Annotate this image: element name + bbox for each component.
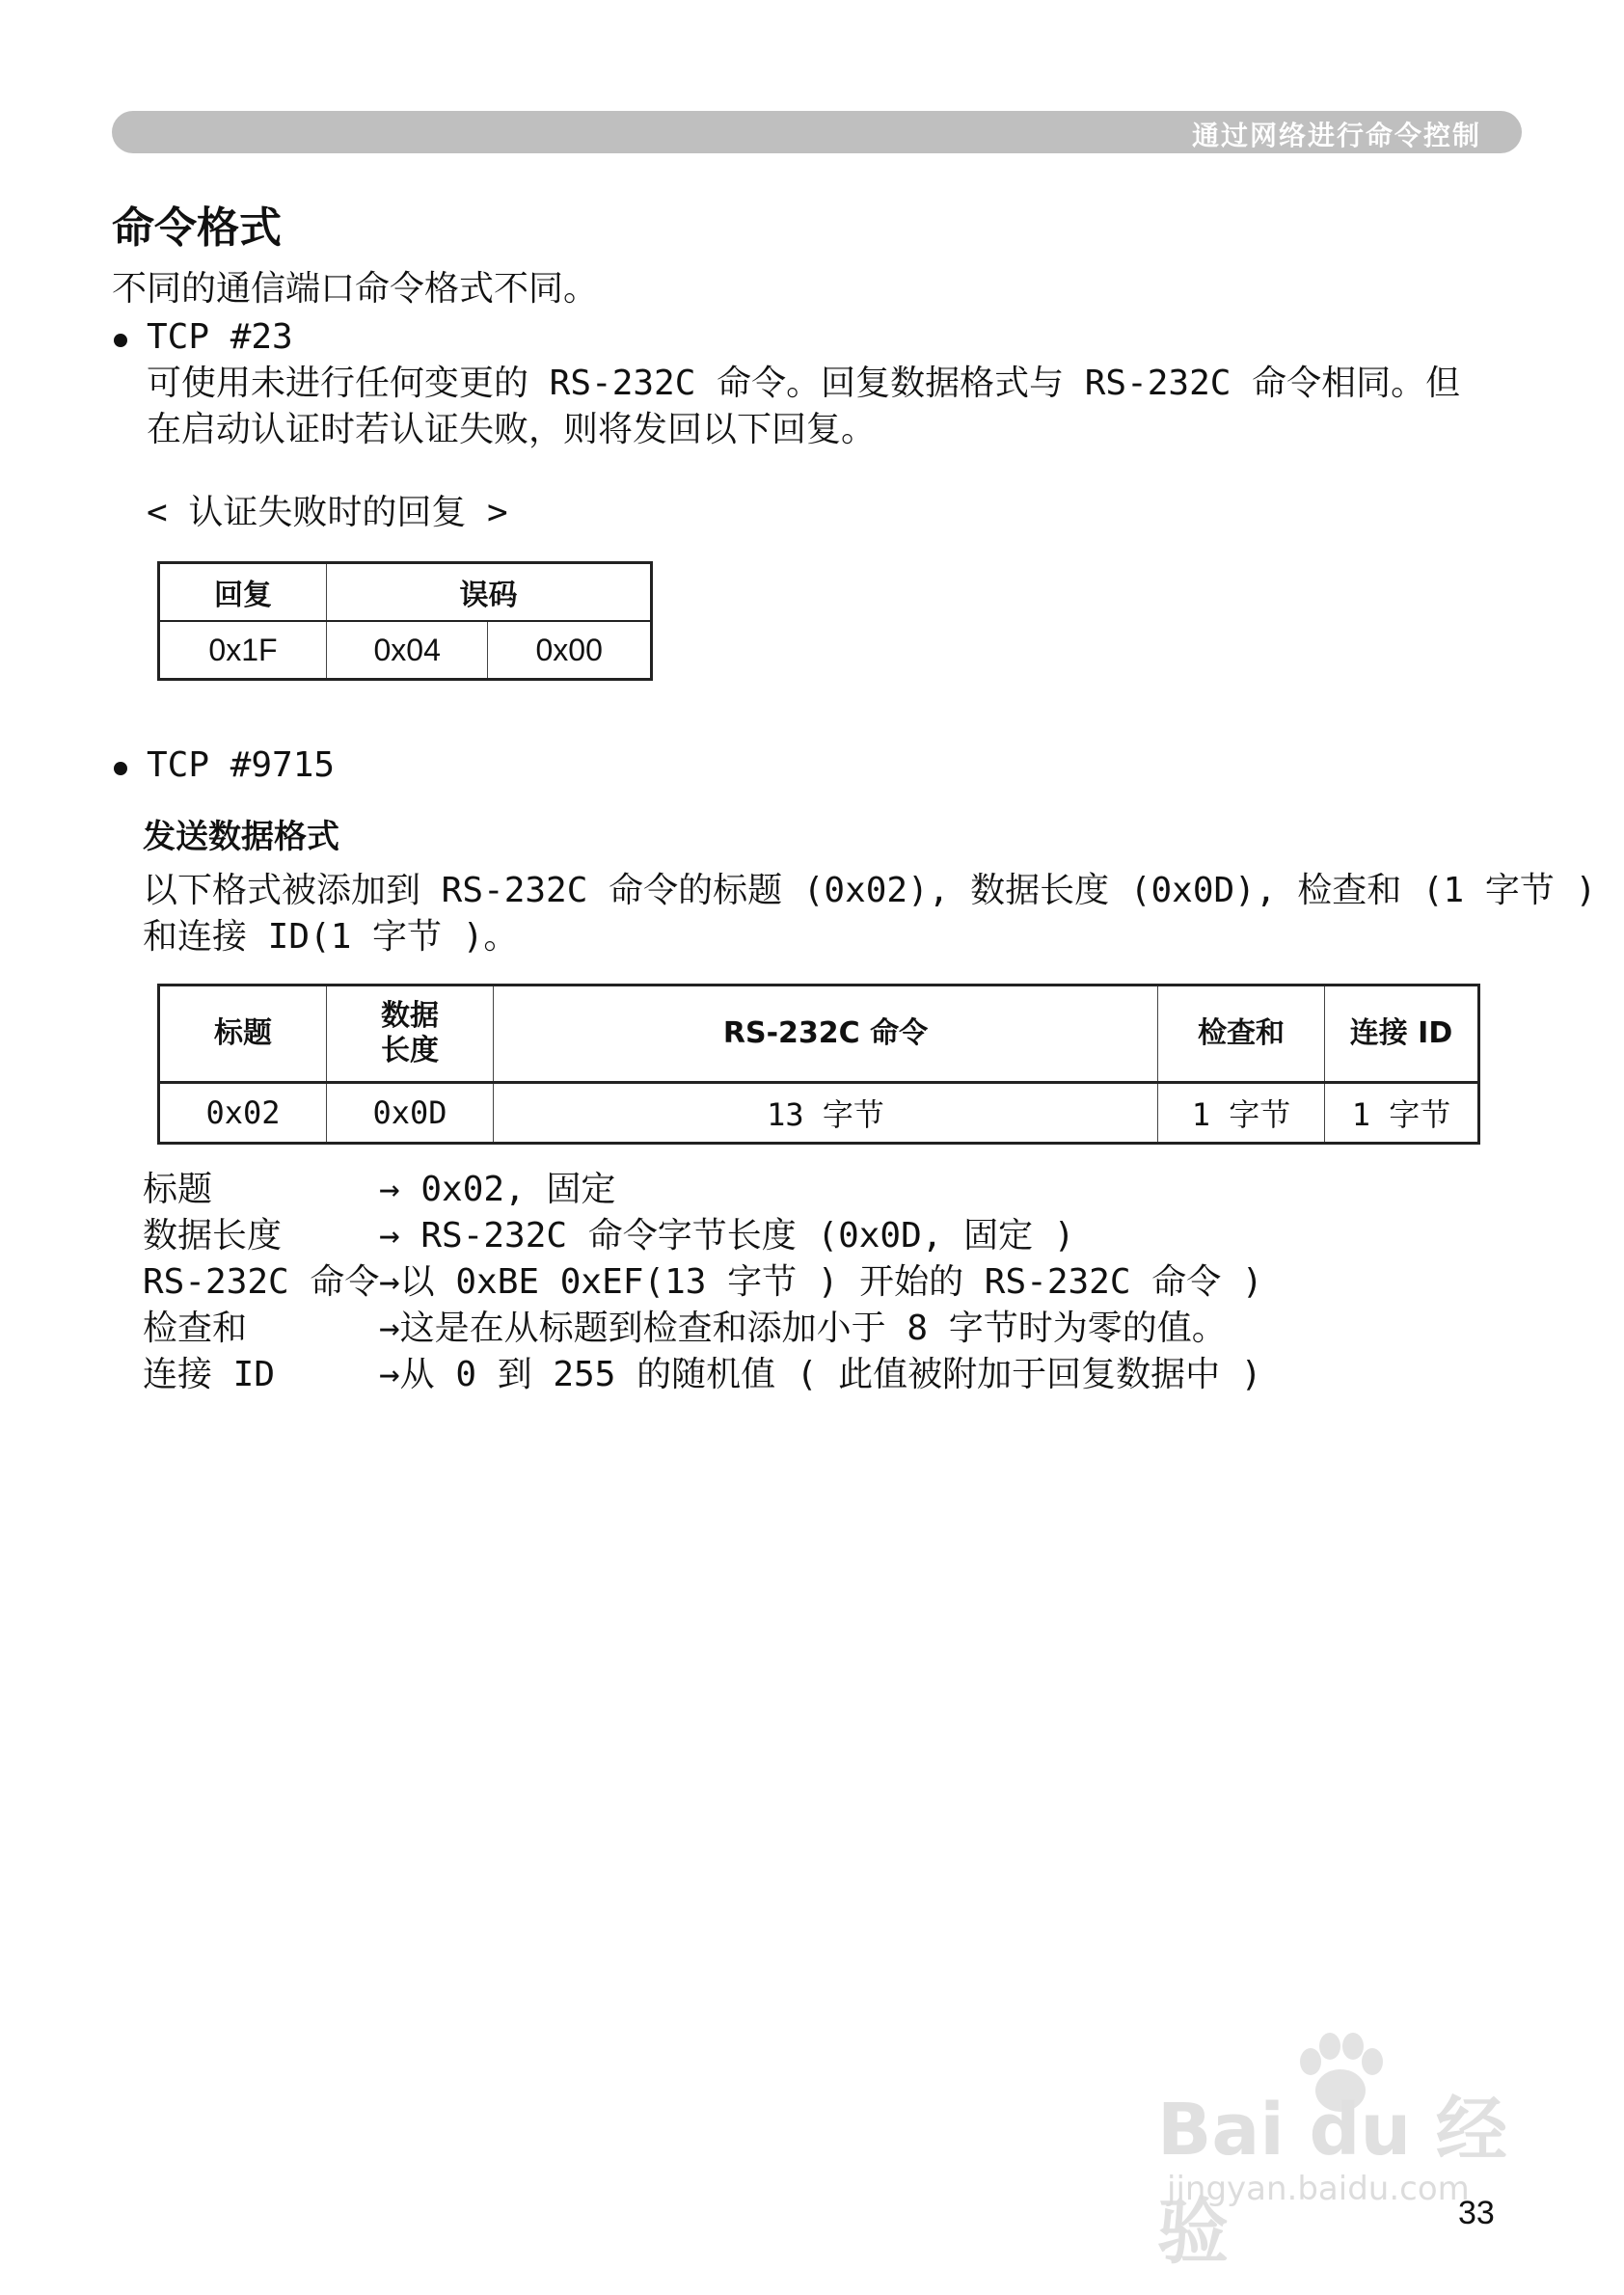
table-row — [159, 1083, 1479, 1144]
definition-term: RS-232C 命令 — [143, 1262, 380, 1302]
definition-term: 连接 ID — [143, 1355, 276, 1394]
watermark-url: jingyan.baidu.com — [1167, 2170, 1470, 2208]
table-cell: 0x0D — [327, 1083, 494, 1144]
tcp9715-line2: 和连接 ID(1 字节 )。 — [143, 917, 519, 957]
definition-term: 数据长度 — [143, 1216, 283, 1256]
section-title: 命令格式 — [112, 203, 282, 253]
watermark-logo: Bai du 经验 — [1157, 2089, 1507, 2274]
tcp23-caption: < 认证失败时的回复 > — [147, 493, 508, 532]
table-header-data-length-line1: 数据 — [381, 999, 439, 1033]
header-title: 通过网络进行命令控制 — [1191, 120, 1481, 151]
table-row — [159, 621, 652, 680]
page-number: 33 — [1458, 2195, 1495, 2231]
tcp23-line2: 在启动认证时若认证失败，则将发回以下回复。 — [147, 410, 877, 449]
tcp23-line1: 可使用未进行任何变更的 RS-232C 命令。回复数据格式与 RS-232C 命令相同。但 — [147, 364, 1461, 403]
tcp23-label: TCP #23 — [147, 317, 293, 357]
baidu-watermark — [1157, 2073, 1562, 2274]
definition-desc: →以 0xBE 0xEF(13 字节 ) 开始的 RS-232C 命令 ) — [379, 1262, 1263, 1302]
tcp9715-label: TCP #9715 — [147, 745, 336, 785]
table-cell: 0x02 — [159, 1083, 327, 1144]
table-cell: 1 字节 — [1325, 1083, 1479, 1144]
table-cell: 0x00 — [488, 621, 652, 680]
definition-term: 标题 — [143, 1170, 213, 1209]
send-format-heading: 发送数据格式 — [143, 818, 339, 856]
header-bar — [112, 111, 1522, 153]
bullet-icon — [114, 762, 127, 775]
table-header-title: 标题 — [159, 986, 327, 1083]
definition-desc: → 0x02, 固定 — [379, 1170, 616, 1209]
definition-term: 检查和 — [143, 1309, 248, 1348]
intro-text: 不同的通信端口命令格式不同。 — [112, 269, 599, 309]
table-header-data-length — [327, 986, 494, 1083]
table-cell: 1 字节 — [1158, 1083, 1325, 1144]
definition-desc: →这是在从标题到检查和添加小于 8 字节时为零的值。 — [379, 1309, 1227, 1348]
definition-desc: → RS-232C 命令字节长度 (0x0D, 固定 ) — [379, 1216, 1075, 1256]
table-cell: 13 字节 — [494, 1083, 1158, 1144]
table-header-rs232c: RS-232C 命令 — [494, 986, 1158, 1083]
table-header-connection-id: 连接 ID — [1325, 986, 1479, 1083]
table-header-error-code: 误码 — [327, 563, 652, 622]
definition-desc: →从 0 到 255 的随机值 ( 此值被附加于回复数据中 ) — [379, 1355, 1262, 1394]
table-cell: 0x04 — [327, 621, 488, 680]
bullet-icon — [114, 334, 127, 347]
table-header-checksum: 检查和 — [1158, 986, 1325, 1083]
tcp9715-line1: 以下格式被添加到 RS-232C 命令的标题 (0x02), 数据长度 (0x0D), 检查和 (1 字节 ) — [143, 871, 1597, 910]
table-header-reply: 回复 — [159, 563, 327, 622]
table-cell: 0x1F — [159, 621, 327, 680]
table-header-data-length-line2: 长度 — [381, 1034, 439, 1067]
auth-failure-table — [157, 561, 653, 681]
send-format-table — [157, 984, 1480, 1145]
